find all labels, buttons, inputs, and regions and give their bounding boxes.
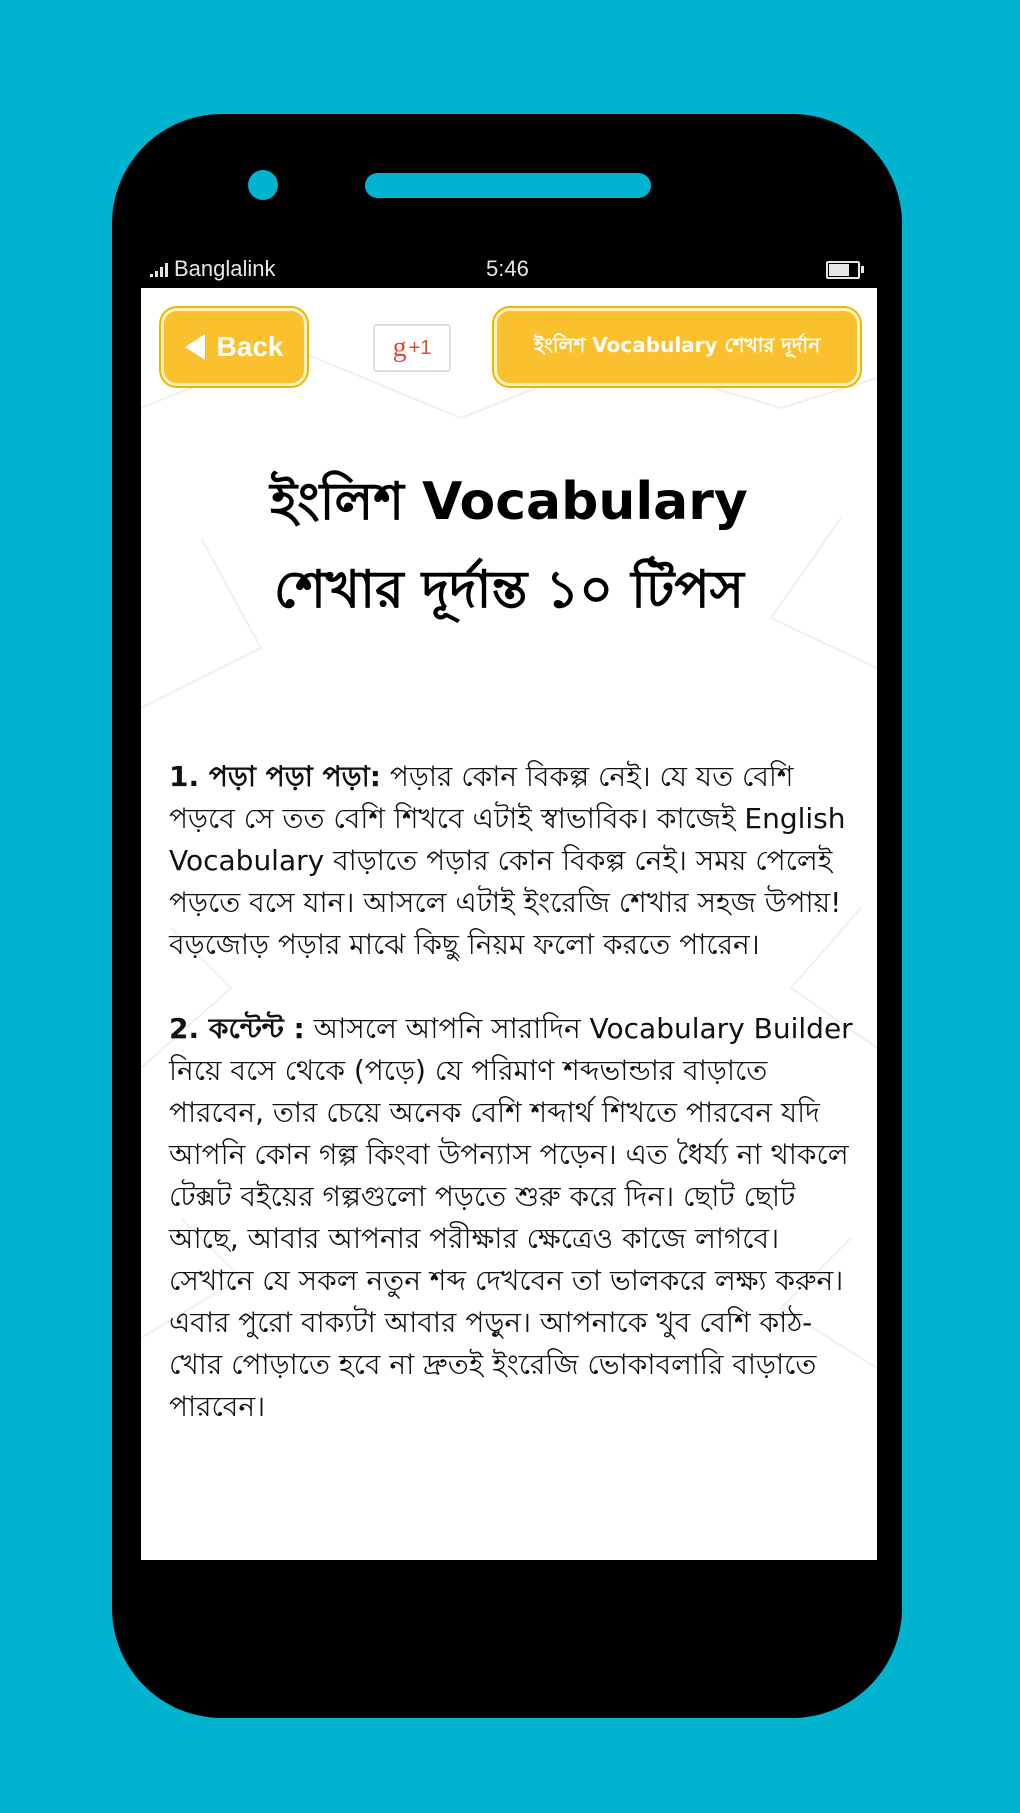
back-arrow-icon <box>185 334 205 360</box>
page-title <box>161 458 857 634</box>
tip-heading: 1. পড়া পড়া পড়া: <box>169 760 381 793</box>
chapter-title-label: ইংলিশ Vocabulary শেখার দূর্দান <box>533 332 821 357</box>
status-bar <box>140 254 870 288</box>
tip-paragraph <box>169 1008 859 1428</box>
back-button-label: Back <box>216 331 284 362</box>
battery-icon <box>826 261 860 279</box>
app-screen <box>141 288 877 1560</box>
tip-body: পড়ার কোন বিকল্প নেই। যে যত বেশি পড়বে সে তত বেশি শিখবে এটাই স্বাভাবিক। কাজেই English Vocabulary বাড়াতে পড়ার কোন বিকল্প নেই। সময় পেলেই পড়তে বসে যান। আসলে এটাই ইংরেজি শেখার সহজ উপায়! বড়জোড় পড়ার মাঝে কিছু নিয়ম ফলো করতে পারেন। <box>169 760 846 961</box>
clock: 5:46 <box>486 256 529 281</box>
article-body <box>169 756 859 1470</box>
chapter-title-button[interactable] <box>494 308 860 386</box>
carrier-info <box>150 256 276 282</box>
google-plus-icon: g <box>392 332 407 363</box>
carrier-name: Banglalink <box>174 256 276 281</box>
top-toolbar <box>141 288 877 398</box>
tip-heading: 2. কন্টেন্ট : <box>169 1012 305 1045</box>
tip-paragraph <box>169 756 859 966</box>
google-plus-button[interactable] <box>373 324 451 372</box>
page-title-line-2: শেখার দূর্দান্ত ১০ টিপস <box>274 560 744 620</box>
signal-icon <box>150 261 168 277</box>
page-title-line-1: ইংলিশ Vocabulary <box>270 472 748 532</box>
back-button[interactable] <box>161 308 307 386</box>
camera-icon <box>248 170 278 200</box>
tip-body: আসলে আপনি সারাদিন Vocabulary Builder নিয়ে বসে থেকে (পড়ে) যে পরিমাণ শব্দভান্ডার বাড়াতে পারবেন, তার চেয়ে অনেক বেশি শব্দার্থ শিখতে পারবেন যদি আপনি কোন গল্প কিংবা উপন্যাস পড়েন। এত ধৈর্য্য না থাকলে টেক্সট বইয়ের গল্পগুলো পড়তে শুরু করে দিন। ছোট ছোট আছে, আবার আপনার পরীক্ষার ক্ষেত্রেও কাজে লাগবে। সেখানে যে সকল নতুন শব্দ দেখবেন তা ভালকরে লক্ষ্য করুন। এবার পুরো বাক্যটা আবার পড়ুন। আপনাকে খুব বেশি কাঠ-খোর পোড়াতে হবে না দ্রুতই ইংরেজি ভোকাবলারি বাড়াতে পারবেন। <box>169 1012 853 1423</box>
speaker-grille <box>365 173 651 198</box>
google-plus-count: +1 <box>408 336 432 359</box>
